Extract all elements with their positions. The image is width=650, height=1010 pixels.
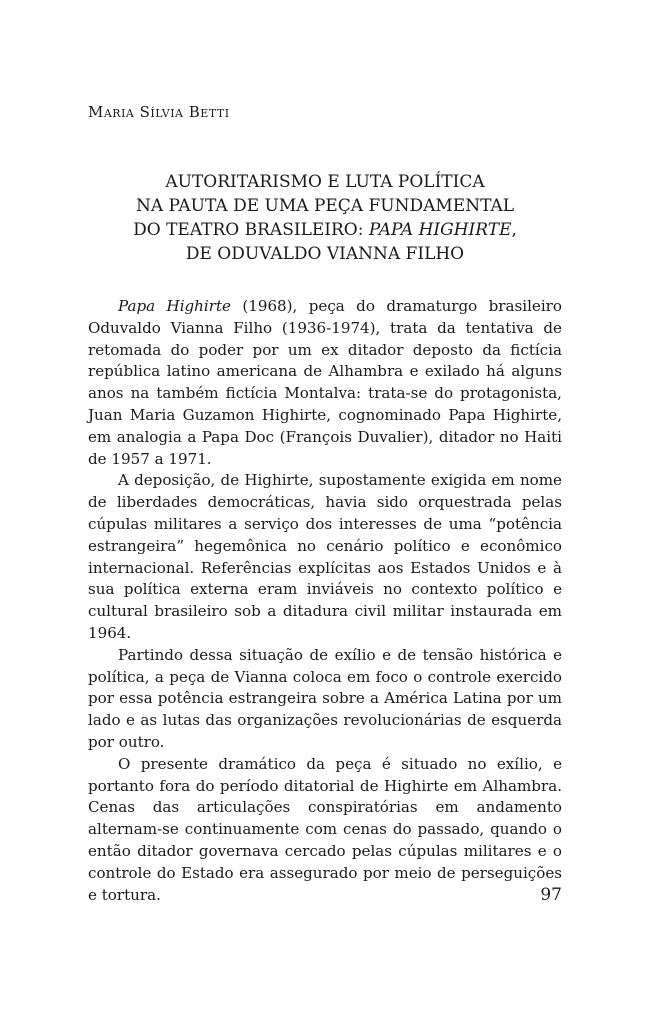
title-line-4: DE ODUVALDO VIANNA FILHO (185, 244, 465, 264)
paragraph-2: A deposição, de Highirte, supostamente exigida em nome de liberdades democráticas, havia sido orquestrada pelas cúpulas militares a serviço dos interesses de uma “potência estrangeira” hegemônica no cenário político e econômico internacional. Referências explícitas aos Estados Unidos e à sua política externa eram inviáveis no contexto político e cultural brasileiro sob a ditadura civil militar instaurada em 1964. (88, 471, 562, 642)
title-line-2: NA PAUTA DE UMA PEÇA FUNDAMENTAL (135, 196, 515, 216)
chapter-title (88, 170, 562, 266)
body-text (88, 296, 562, 906)
paragraph-3: Partindo dessa situação de exílio e de tensão histórica e política, a peça de Vianna coloca em foco o controle exercido por essa potência estrangeira sobre a América Latina por um lado e as lutas das organizações revolucionárias de esquerda por outro. (88, 645, 562, 751)
paragraph-4: O presente dramático da peça é situado no exílio, e portanto fora do período ditatorial de Highirte em Alhambra. Cenas das articulações conspiratórias em andamento alternam-se continuamente com cenas do passado, quando o então ditador governava cercado pelas cúpulas militares e o controle do Estado era assegurado por meio de perseguições e tortura. (88, 754, 562, 904)
title-line-3-prefix: DO TEATRO BRASILEIRO: (133, 220, 369, 240)
paragraph-1-italic-lead: Papa Highirte (118, 297, 231, 315)
paragraph-1-text: (1968), peça do dramaturgo brasileiro Oduvaldo Vianna Filho (1936-1974), trata da tentativa de retomada do poder por um ex ditador deposto da fictícia república latino americana de Alhambra e exilado há alguns anos na também fictícia Montalva: trata-se do protagonista, Juan Maria Guzamon Highirte, cognominado Papa Highirte, em analogia a Papa Doc (François Duvalier), ditador no Haiti de 1957 a 1971. (88, 297, 562, 468)
page-number: 97 (540, 885, 562, 905)
paragraph-1 (88, 296, 562, 470)
title-line-3 (88, 218, 562, 242)
title-line-1: AUTORITARISMO E LUTA POLÍTICA (165, 172, 485, 192)
running-head-author: Maria Sílvia Betti (88, 103, 230, 121)
title-line-3-suffix: , (511, 220, 517, 240)
title-play-name: PAPA HIGHIRTE (368, 220, 512, 240)
